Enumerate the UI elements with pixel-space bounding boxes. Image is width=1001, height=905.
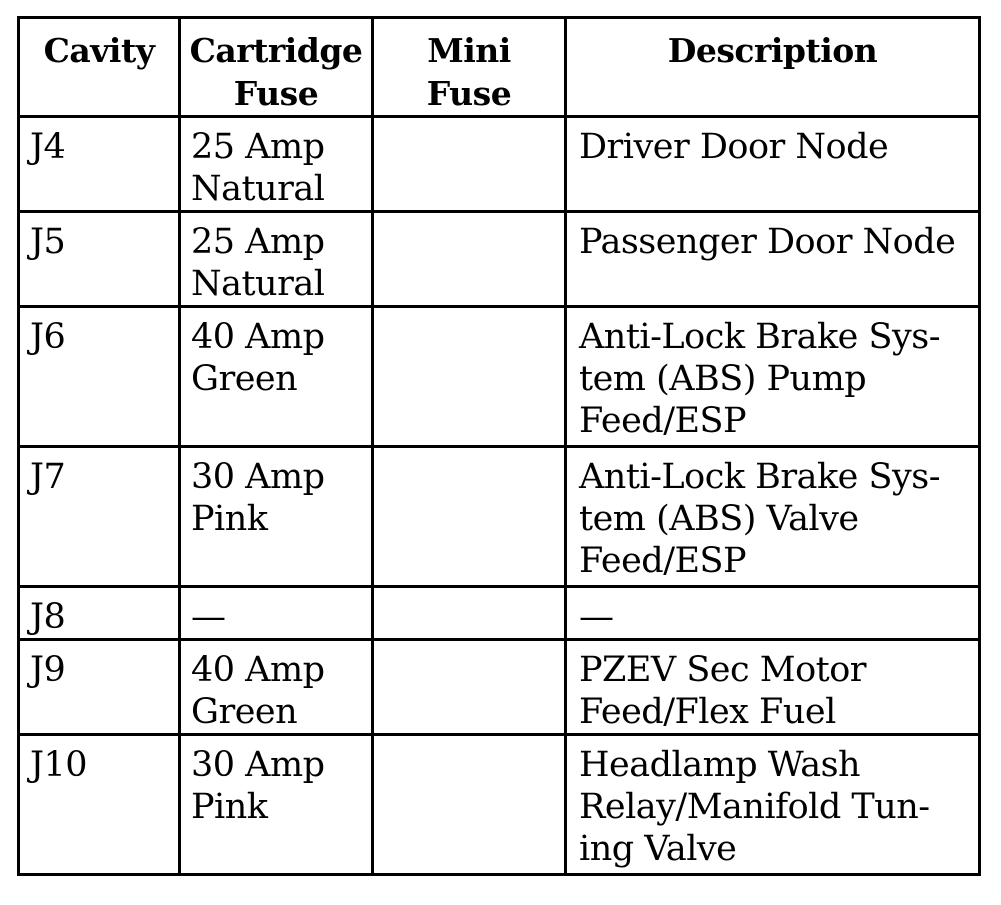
cavity-cell: J10: [19, 735, 180, 875]
table-row: [19, 640, 980, 735]
description-cell: Anti-Lock Brake Sys- tem (ABS) Pump Feed/ESP: [566, 307, 980, 447]
description-cell: Anti-Lock Brake Sys- tem (ABS) Valve Feed/ESP: [566, 447, 980, 587]
table-row: [19, 447, 980, 587]
description-cell: —: [566, 587, 980, 640]
table-row: [19, 117, 980, 212]
description-cell: Driver Door Node: [566, 117, 980, 212]
table-row: [19, 735, 980, 875]
cavity-cell: J6: [19, 307, 180, 447]
mini-fuse-cell: [373, 447, 566, 587]
mini-fuse-cell: [373, 587, 566, 640]
mini-fuse-cell: [373, 307, 566, 447]
table-row: [19, 212, 980, 307]
mini-fuse-cell: [373, 640, 566, 735]
cavity-cell: J7: [19, 447, 180, 587]
cartridge-cell: 30 Amp Pink: [180, 447, 373, 587]
mini-fuse-cell: [373, 212, 566, 307]
cartridge-cell: 40 Amp Green: [180, 307, 373, 447]
mini-fuse-cell: [373, 735, 566, 875]
mini-fuse-cell: [373, 117, 566, 212]
header-cartridge-fuse: Cartridge Fuse: [180, 18, 373, 117]
cartridge-cell: 25 Amp Natural: [180, 212, 373, 307]
table-row: [19, 587, 980, 640]
table-row: [19, 307, 980, 447]
fuse-table: [17, 16, 981, 876]
cavity-cell: J9: [19, 640, 180, 735]
cartridge-cell: 30 Amp Pink: [180, 735, 373, 875]
header-row: [19, 18, 980, 117]
cavity-cell: J8: [19, 587, 180, 640]
header-cavity: Cavity: [19, 18, 180, 117]
description-cell: Passenger Door Node: [566, 212, 980, 307]
header-description: Description: [566, 18, 980, 117]
header-mini-fuse: Mini Fuse: [373, 18, 566, 117]
cartridge-cell: 25 Amp Natural: [180, 117, 373, 212]
cavity-cell: J5: [19, 212, 180, 307]
cavity-cell: J4: [19, 117, 180, 212]
description-cell: PZEV Sec Motor Feed/Flex Fuel: [566, 640, 980, 735]
cartridge-cell: 40 Amp Green: [180, 640, 373, 735]
cartridge-cell: —: [180, 587, 373, 640]
description-cell: Headlamp Wash Relay/Manifold Tun- ing Valve: [566, 735, 980, 875]
